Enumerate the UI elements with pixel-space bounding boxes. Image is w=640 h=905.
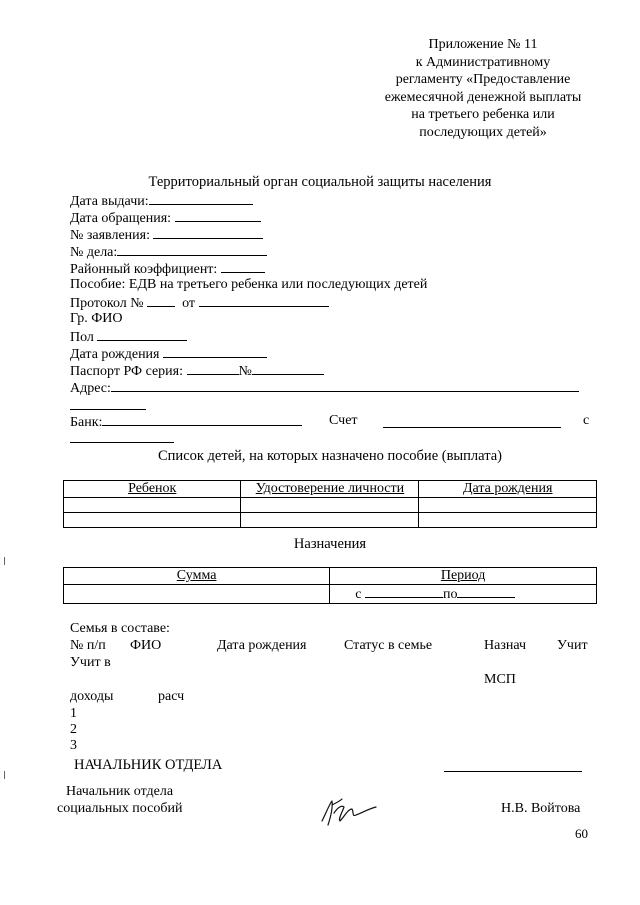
- protocol-field: [70, 294, 329, 312]
- assignments-title: Назначения: [293, 536, 367, 552]
- list-item: 2: [70, 722, 77, 737]
- table-cell[interactable]: [419, 513, 597, 528]
- case-no-label: № дела:: [70, 245, 118, 260]
- assignments-table: [63, 567, 597, 604]
- account-from-blank[interactable]: [70, 442, 174, 443]
- protocol-no-label: Протокол №: [70, 296, 144, 311]
- family-col-status: Статус в семье: [344, 638, 433, 653]
- account-blank[interactable]: [383, 427, 561, 428]
- scan-mark: [4, 557, 5, 565]
- family-income-label: доходы: [70, 689, 114, 704]
- handwritten-signature: [318, 795, 380, 831]
- application-no-label: № заявления:: [70, 228, 150, 243]
- protocol-date-blank[interactable]: [199, 294, 329, 307]
- passport-series-blank[interactable]: [187, 362, 239, 375]
- case-no-blank[interactable]: [117, 243, 267, 256]
- request-date-field: [70, 209, 261, 227]
- passport-series-label: Паспорт РФ серия:: [70, 364, 183, 379]
- header-child: Ребенок: [64, 481, 241, 498]
- birth-date-label: Дата рождения: [70, 347, 160, 362]
- header-period: Период: [330, 568, 597, 585]
- assignments-table-header: [64, 568, 597, 585]
- passport-no-blank[interactable]: [252, 362, 324, 375]
- address-label: Адрес:: [70, 381, 111, 396]
- birth-date-blank[interactable]: [163, 345, 267, 358]
- list-item: 3: [70, 738, 77, 753]
- table-row: [64, 498, 597, 513]
- table-cell[interactable]: [64, 585, 330, 604]
- passport-field: [70, 362, 324, 380]
- appendix-line: ежемесячной денежной выплаты: [384, 89, 582, 105]
- sex-blank[interactable]: [97, 328, 187, 341]
- protocol-from-label: от: [182, 296, 196, 311]
- case-no-field: [70, 243, 267, 261]
- period-from-label: с: [355, 587, 362, 602]
- issue-date-blank[interactable]: [149, 192, 253, 205]
- appendix-line: Приложение № 11: [428, 37, 538, 52]
- family-col-birth-date: Дата рождения: [217, 638, 307, 653]
- table-cell[interactable]: [241, 498, 419, 513]
- signature-role-line2: социальных пособий: [57, 801, 183, 816]
- bank-field: [70, 413, 302, 431]
- table-row: [64, 585, 597, 604]
- issue-date-label: Дата выдачи:: [70, 194, 149, 209]
- bank-blank[interactable]: [102, 413, 302, 426]
- header-birth-date: Дата рождения: [419, 481, 597, 498]
- period-cell: [330, 585, 597, 604]
- request-date-blank[interactable]: [175, 209, 261, 222]
- family-col-counted: Учит: [557, 638, 588, 653]
- address-blank[interactable]: [111, 379, 579, 392]
- organ-title: Территориальный орган социальной защиты населения: [148, 174, 492, 190]
- header-sum: Сумма: [64, 568, 330, 585]
- page-number: 60: [575, 826, 588, 841]
- list-item: 1: [70, 706, 77, 721]
- protocol-no-blank[interactable]: [147, 294, 175, 307]
- account-label: Счет: [329, 413, 358, 428]
- bank-label: Банк:: [70, 415, 103, 430]
- signature-name: Н.В. Войтова: [501, 801, 581, 816]
- family-col-assigned: Назнач: [484, 638, 527, 653]
- regional-coef-blank[interactable]: [221, 260, 265, 273]
- table-cell[interactable]: [64, 498, 241, 513]
- table-cell[interactable]: [419, 498, 597, 513]
- period-to-label: по: [442, 587, 458, 602]
- address-continuation-line: [70, 409, 146, 410]
- table-cell[interactable]: [241, 513, 419, 528]
- request-date-label: Дата обращения:: [70, 211, 172, 226]
- regional-coef-field: [70, 260, 265, 278]
- citizen-label: Гр. ФИО: [70, 311, 123, 326]
- appendix-line: последующих детей»: [419, 124, 547, 140]
- scan-mark: [4, 771, 5, 779]
- birth-date-field: [70, 345, 267, 363]
- table-cell[interactable]: [64, 513, 241, 528]
- children-list-title: Список детей, на которых назначено пособие (выплата): [158, 448, 502, 464]
- appendix-line: регламенту «Предоставление: [395, 72, 571, 87]
- regional-coef-label: Районный коэффициент:: [70, 262, 218, 277]
- children-table: [63, 480, 597, 528]
- appendix-line: на третьего ребенка или: [411, 107, 555, 122]
- header-id-document: Удостоверение личности: [241, 481, 419, 498]
- account-from-label: с: [583, 413, 590, 428]
- signature-role-line1: Начальник отдела: [66, 784, 174, 799]
- table-row: [64, 513, 597, 528]
- passport-no-label: №: [238, 364, 252, 379]
- appendix-line: к Административному: [415, 54, 551, 70]
- sex-field: [70, 328, 187, 346]
- family-title: Семья в составе:: [70, 621, 170, 636]
- issue-date-field: [70, 192, 253, 210]
- benefit-line: Пособие: ЕДВ на третьего ребенка или последующих детей: [70, 277, 428, 292]
- sex-label: Пол: [70, 330, 94, 345]
- period-to-blank[interactable]: [457, 585, 515, 598]
- head-signature-line[interactable]: [444, 771, 582, 772]
- period-from-blank[interactable]: [365, 585, 443, 598]
- address-field: [70, 379, 579, 397]
- family-col-fio: ФИО: [130, 638, 162, 653]
- children-table-header: [64, 481, 597, 498]
- application-no-blank[interactable]: [153, 226, 263, 239]
- head-of-dept-label: НАЧАЛЬНИК ОТДЕЛА: [74, 757, 223, 773]
- appendix-block: [368, 36, 598, 141]
- application-no-field: [70, 226, 263, 244]
- family-msp-label: МСП: [484, 672, 516, 687]
- family-col-counted-wrap: Учит в: [70, 655, 111, 670]
- family-col-no: № п/п: [70, 638, 106, 653]
- family-calc-label: расч: [158, 689, 185, 704]
